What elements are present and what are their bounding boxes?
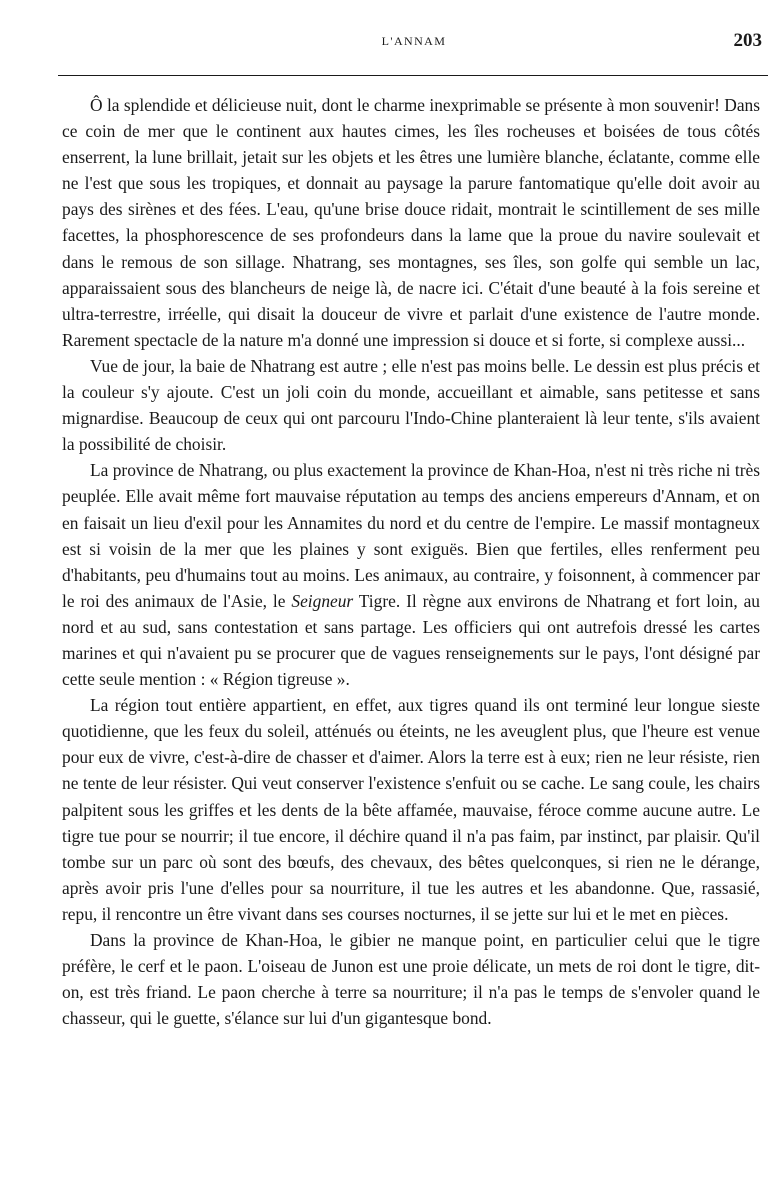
emphasis: Seigneur <box>291 590 354 611</box>
paragraph: La région tout entière appartient, en effet, aux tigres quand ils ont terminé leur longue sieste quotidienne, que les feux du soleil, atténués ou éteints, ne les aveuglent plus, que l'heure est venue pour eux de vivre, c'est-à-dire de chasser et d'aimer. Alors la terre est à eux; rien ne leur résiste, rien ne tente de leur résister. Qui veut conserver l'existence s'enfuit ou se cache. Le sang coule, les chairs palpitent sous les griffes et les dents de la bête affamée, mauvaise, féroce comme aucune autre. Le tigre tue pour se nourrir; il tue encore, il déchire quand il n'a pas faim, par instinct, par plaisir. Qu'il tombe sur un parc où sont des bœufs, des chevaux, des bêtes quelconques, si rien ne le dérange, après avoir pris l'une d'elles pour sa nourriture, il tue les autres et les abandonne. Que, rassasié, repu, il rencontre un être vivant dans ses courses nocturnes, il se jette sur lui et le met en pièces. <box>62 695 760 924</box>
paragraph: Dans la province de Khan-Hoa, le gibier ne manque point, en particulier celui que le tigre préfère, le cerf et le paon. L'oiseau de Junon est une proie délicate, un mets de roi dont le tigre, dit-on, est très friand. Le paon cherche à terre sa nourriture; il n'a pas le temps de s'envoler quand le chasseur, qui le guette, s'élance sur lui d'un gigantesque bond. <box>62 930 760 1029</box>
paragraph: La province de Nhatrang, ou plus exactement la province de Khan-Hoa, n'est ni très riche ni très peuplée. Elle avait même fort mauvaise réputation au temps des anciens empereurs d'Annam, et on en faisait un lieu d'exil pour les Annamites du nord et du centre de l'empire. Le massif montagneux est si voisin de la mer que les plaines y sont exiguës. Bien que fertiles, elles renferment peu d'habitants, peu d'humains tout au moins. Les animaux, au contraire, y foisonnent, à commencer par le roi des animaux de l'Asie, le Seigneur Tigre. Il règne aux environs de Nhatrang et fort loin, au nord et au sud, sans contestation et sans partage. Les officiers qui ont autrefois dressé les cartes marines et qui n'avaient pu se procurer que de vagues renseignements sur le pays, l'ont désigné par cette seule mention : « Région tigreuse ». <box>62 460 760 690</box>
header-rule <box>58 75 768 76</box>
running-head <box>58 30 770 52</box>
paragraph: Vue de jour, la baie de Nhatrang est autre ; elle n'est pas moins belle. Le dessin est plus précis et la couleur s'y ajoute. C'est un joli coin du monde, accueillant et aimable, sans petitesse et sans mignardise. Beaucoup de ceux qui ont parcouru l'Indo-Chine planteraient là leur tente, s'ils avaient la possibilité de choisir. <box>62 355 760 455</box>
page-number: 203 <box>733 30 762 51</box>
body-text <box>62 92 760 1031</box>
paragraph: Ô la splendide et délicieuse nuit, dont le charme inexprimable se présente à mon souvenir! Dans ce coin de mer que le continent aux hautes cimes, les îles rocheuses et boisées de tous côtés enserrent, la lune brillait, jetait sur les objets et les êtres une lumière blanche, éclatante, comme elle ne l'est que sous les tropiques, et donnait au paysage la parure fantomatique qu'elle doit avoir au pays des sirènes et des fées. L'eau, qu'une brise douce ridait, montrait le scintillement de ses mille facettes, la phosphorescence de ses profondeurs dans la lame que la proue du navire soulevait et dans le remous de son sillage. Nhatrang, ses montagnes, ses îles, son golfe qui semble un lac, apparaissaient sous des blancheurs de neige là, de nacre ici. C'était d'une beauté à la fois sereine et ultra-terrestre, irréelle, qui disait la douceur de vivre et parlait d'une existence de l'autre monde. Rarement spectacle de la nature m'a donné une impression si douce et si forte, si complexe aussi... <box>62 95 760 350</box>
running-title: L'ANNAM <box>381 34 447 48</box>
